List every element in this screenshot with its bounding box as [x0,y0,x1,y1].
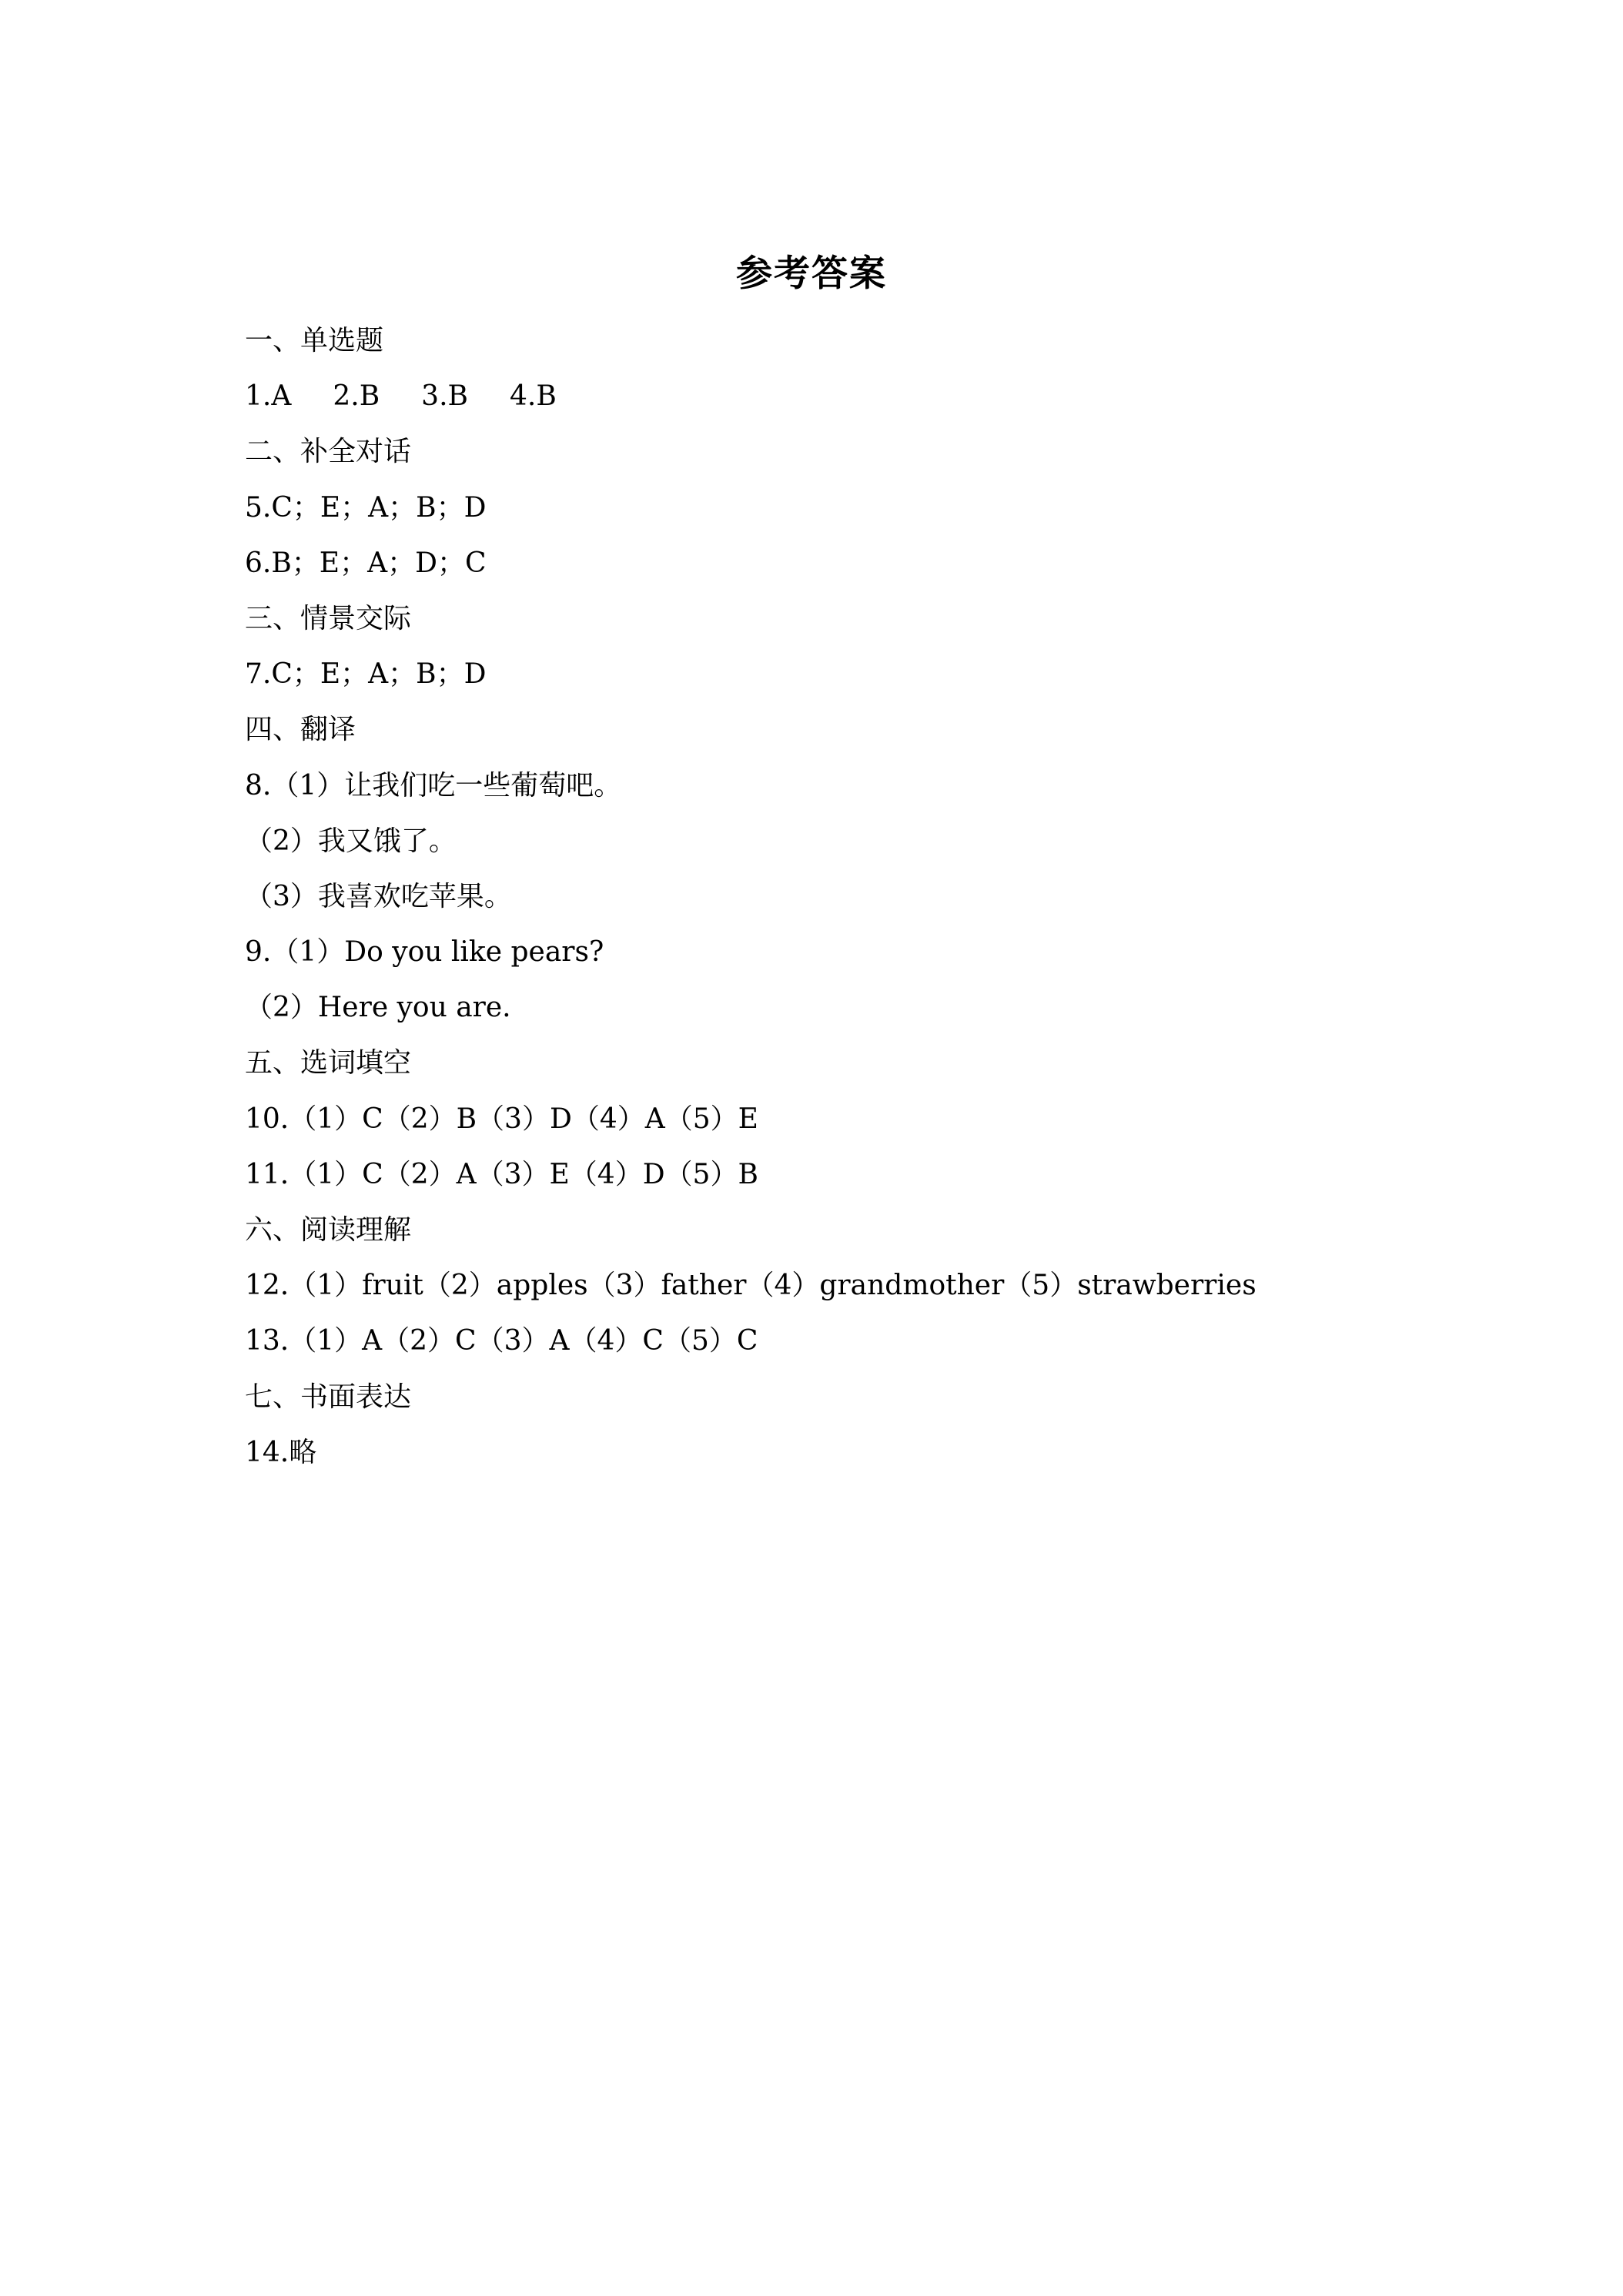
answer-8-2: （2）我又饿了。 [245,825,457,857]
answer-2: 2.B [333,380,380,413]
answer-5: 5.C；E；A；B；D [245,491,487,524]
answer-7: 7.C；E；A；B；D [245,658,487,691]
single-choice-answers [245,369,1477,424]
section-heading-word-fill: 五、选词填空 [245,1047,412,1079]
answer-3: 3.B [421,380,468,413]
answer-10: 10.（1）C（2）B（3）D（4）A（5）E [245,1103,758,1135]
answer-12: 12.（1）fruit（2）apples（3）father（4）grandmother（5）strawberries [245,1270,1257,1302]
answer-list [245,313,1477,1481]
section-heading-writing: 七、书面表达 [245,1381,412,1413]
answer-8-1: 8.（1）让我们吃一些葡萄吧。 [245,769,622,802]
section-heading-single-choice: 一、单选题 [245,325,384,356]
answer-14: 14.略 [245,1436,317,1468]
answer-4: 4.B [509,380,557,413]
answer-6: 6.B；E；A；D；C [245,547,487,579]
answer-9-1: 9.（1）Do you like pears? [245,936,604,969]
answer-8-3: （3）我喜欢吃苹果。 [245,880,512,912]
answer-11: 11.（1）C（2）A（3）E（4）D（5）B [245,1158,758,1190]
page-title: 参考答案 [736,253,887,295]
section-heading-complete-dialogue: 二、补全对话 [245,436,412,468]
answer-1: 1.A [245,380,292,413]
answer-13: 13.（1）A（2）C（3）A（4）C（5）C [245,1325,758,1357]
section-heading-reading: 六、阅读理解 [245,1214,412,1246]
section-heading-situational: 三、情景交际 [245,602,412,634]
answer-9-2: （2）Here you are. [245,992,511,1024]
section-heading-translation: 四、翻译 [245,714,356,746]
